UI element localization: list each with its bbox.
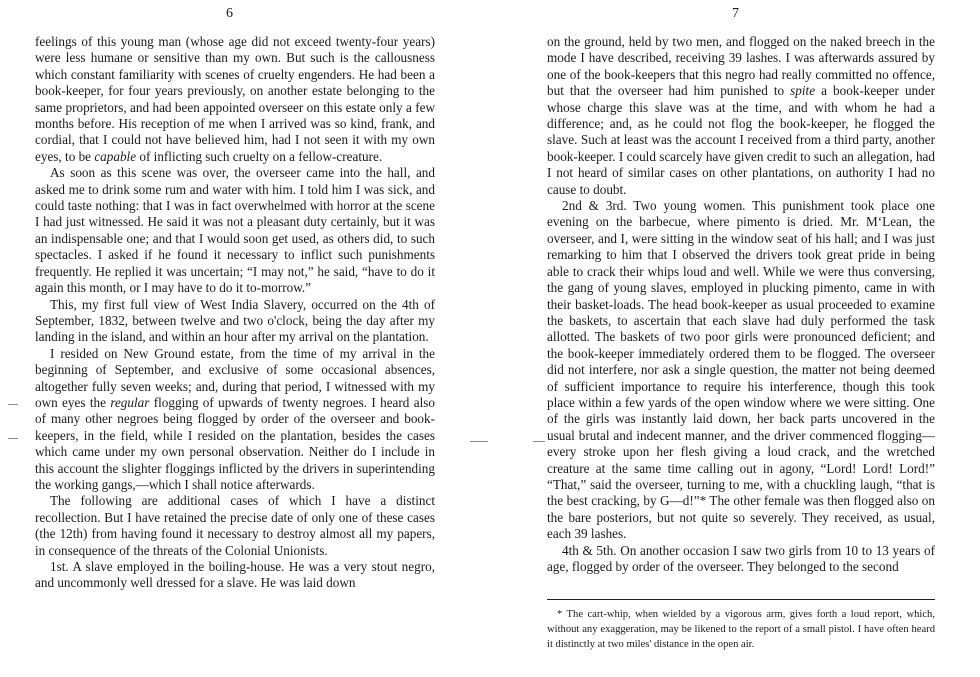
footnote-rule: [547, 599, 935, 600]
paragraph: I resided on New Ground estate, from the time of my arrival in the beginning of September, and exclusive of some occasional absences, altogether fully seven weeks; and, during that period, I witnessed with my own eyes the regular flogging of upwards of twenty negroes. I heard also of many other negroes being flogged by order of the overseer and book-keepers, in the field, while I resided on the plantation, besides the cases which came under my own personal observation. Neither do I include in this account the slighter floggings inflicted by the drivers in superintending the working gangs,—which I shall notice afterwards.: [35, 345, 435, 492]
page-number: 7: [732, 6, 739, 21]
margin-mark: [533, 441, 545, 442]
margin-mark: [8, 438, 18, 439]
margin-mark: [470, 441, 488, 442]
page-body: [547, 34, 935, 575]
paragraph: As soon as this scene was over, the overseer came into the hall, and asked me to drink some rum and water with him. I told him I was sick, and could taste nothing: that I was in fact overwhelmed with horror at the scene I had just witnessed. He said it was not a pleasant duty certainly, but it was an indispensable one; and that I would soon get used, as others did, to such spectacles. I asked if he found it necessary to inflict such punishments frequently. He replied it was uncertain; “I may not,” he said, “have to do it again this month, or I may have to do it to-morrow.”: [35, 165, 435, 296]
paragraph: 4th & 5th. On another occasion I saw two girls from 10 to 13 years of age, flogged by order of the overseer. They belonged to the second: [547, 542, 935, 574]
paragraph: This, my first full view of West India Slavery, occurred on the 4th of September, 1832, between twelve and two o'clock, being the day after my landing in the island, and within an hour after my arrival on the plantation.: [35, 296, 435, 345]
footnote: * The cart-whip, when wielded by a vigorous arm, gives forth a loud report, which, without any exaggeration, may be likened to the report of a small pistol. I have often heard it distinctly at two miles' distance in the open air.: [547, 609, 935, 650]
paragraph: The following are additional cases of which I have a distinct recollection. But I have retained the precise date of only one of these cases (the 12th) from having found it necessary to destroy almost all my papers, in consequence of the threats of the Colonial Unionists.: [35, 493, 435, 558]
paragraph: 2nd & 3rd. Two young women. This punishment took place one evening on the barbecue, where pimento is dried. Mr. M‘Lean, the overseer, and I, were sitting in the window seat of his hall; and I was just remarking to him that I observed the drivers took great pride in being able to crack their whips loud and well. While we were thus conversing, the gang of young slaves, employed in plucking pimento, came in with their basket-loads. The head book-keeper as usual proceeded to examine the baskets, to ascertain that each slave had duly performed the task allotted. The baskets of two poor girls were pronounced deficient; and the book-keeper immediately ordered them to be flogged. The overseer did not interfere, nor ask a single question, the matter not being deemed of sufficient importance to require his interference, though this took place within a few yards of the open window where we were sitting. One of the girls was instantly laid down, her back parts uncovered in the usual brutal and indecent manner, and the driver commenced flogging—every stroke upon her flesh giving a loud crack, and the wretched creature at the same time calling out in agony, “Lord! Lord! Lord!” “That,” said the overseer, turning to me, with a chuckling laugh, “that is the best cracking, by G—d!”* The other female was then flogged also on the bare posteriors, but not quite so severely. They received, as usual, each 39 lashes.: [547, 198, 935, 542]
page-number: 6: [226, 6, 233, 21]
paragraph: on the ground, held by two men, and flogged on the naked breech in the mode I have described, receiving 39 lashes. I was afterwards assured by one of the book-keepers that this negro had really committed no offence, but that the overseer had him punished to spite a book-keeper under whose charge this slave was at the time, and with whom he had a difference; and, as he could not flog the book-keeper, he flogged the slave. Such at least was the account I received from a third party, another book-keeper. I could scarcely have given credit to such an allegation, had I not heard of similar cases on other plantations, on authority I had no cause to doubt.: [547, 34, 935, 197]
paragraph: feelings of this young man (whose age did not exceed twenty-four years) were less humane or sensitive than my own. But such is the callousness which constant familiarity with scenes of cruelty engenders. He had been a book-keeper, for four years previously, on another estate belonging to the same proprietors, and had been appointed overseer on this estate only a few months before. His reception of me when I arrived was so kind, frank, and cordial, that I could not have believed him, had I not seen it with my own eyes, to be capable of inflicting such cruelty on a fellow-creature.: [35, 34, 435, 164]
paragraph: 1st. A slave employed in the boiling-house. He was a very stout negro, and uncommonly well dressed for a slave. He was laid down: [35, 559, 435, 591]
right-page: [490, 0, 980, 677]
page-body: [35, 34, 435, 592]
margin-mark: [8, 404, 18, 405]
